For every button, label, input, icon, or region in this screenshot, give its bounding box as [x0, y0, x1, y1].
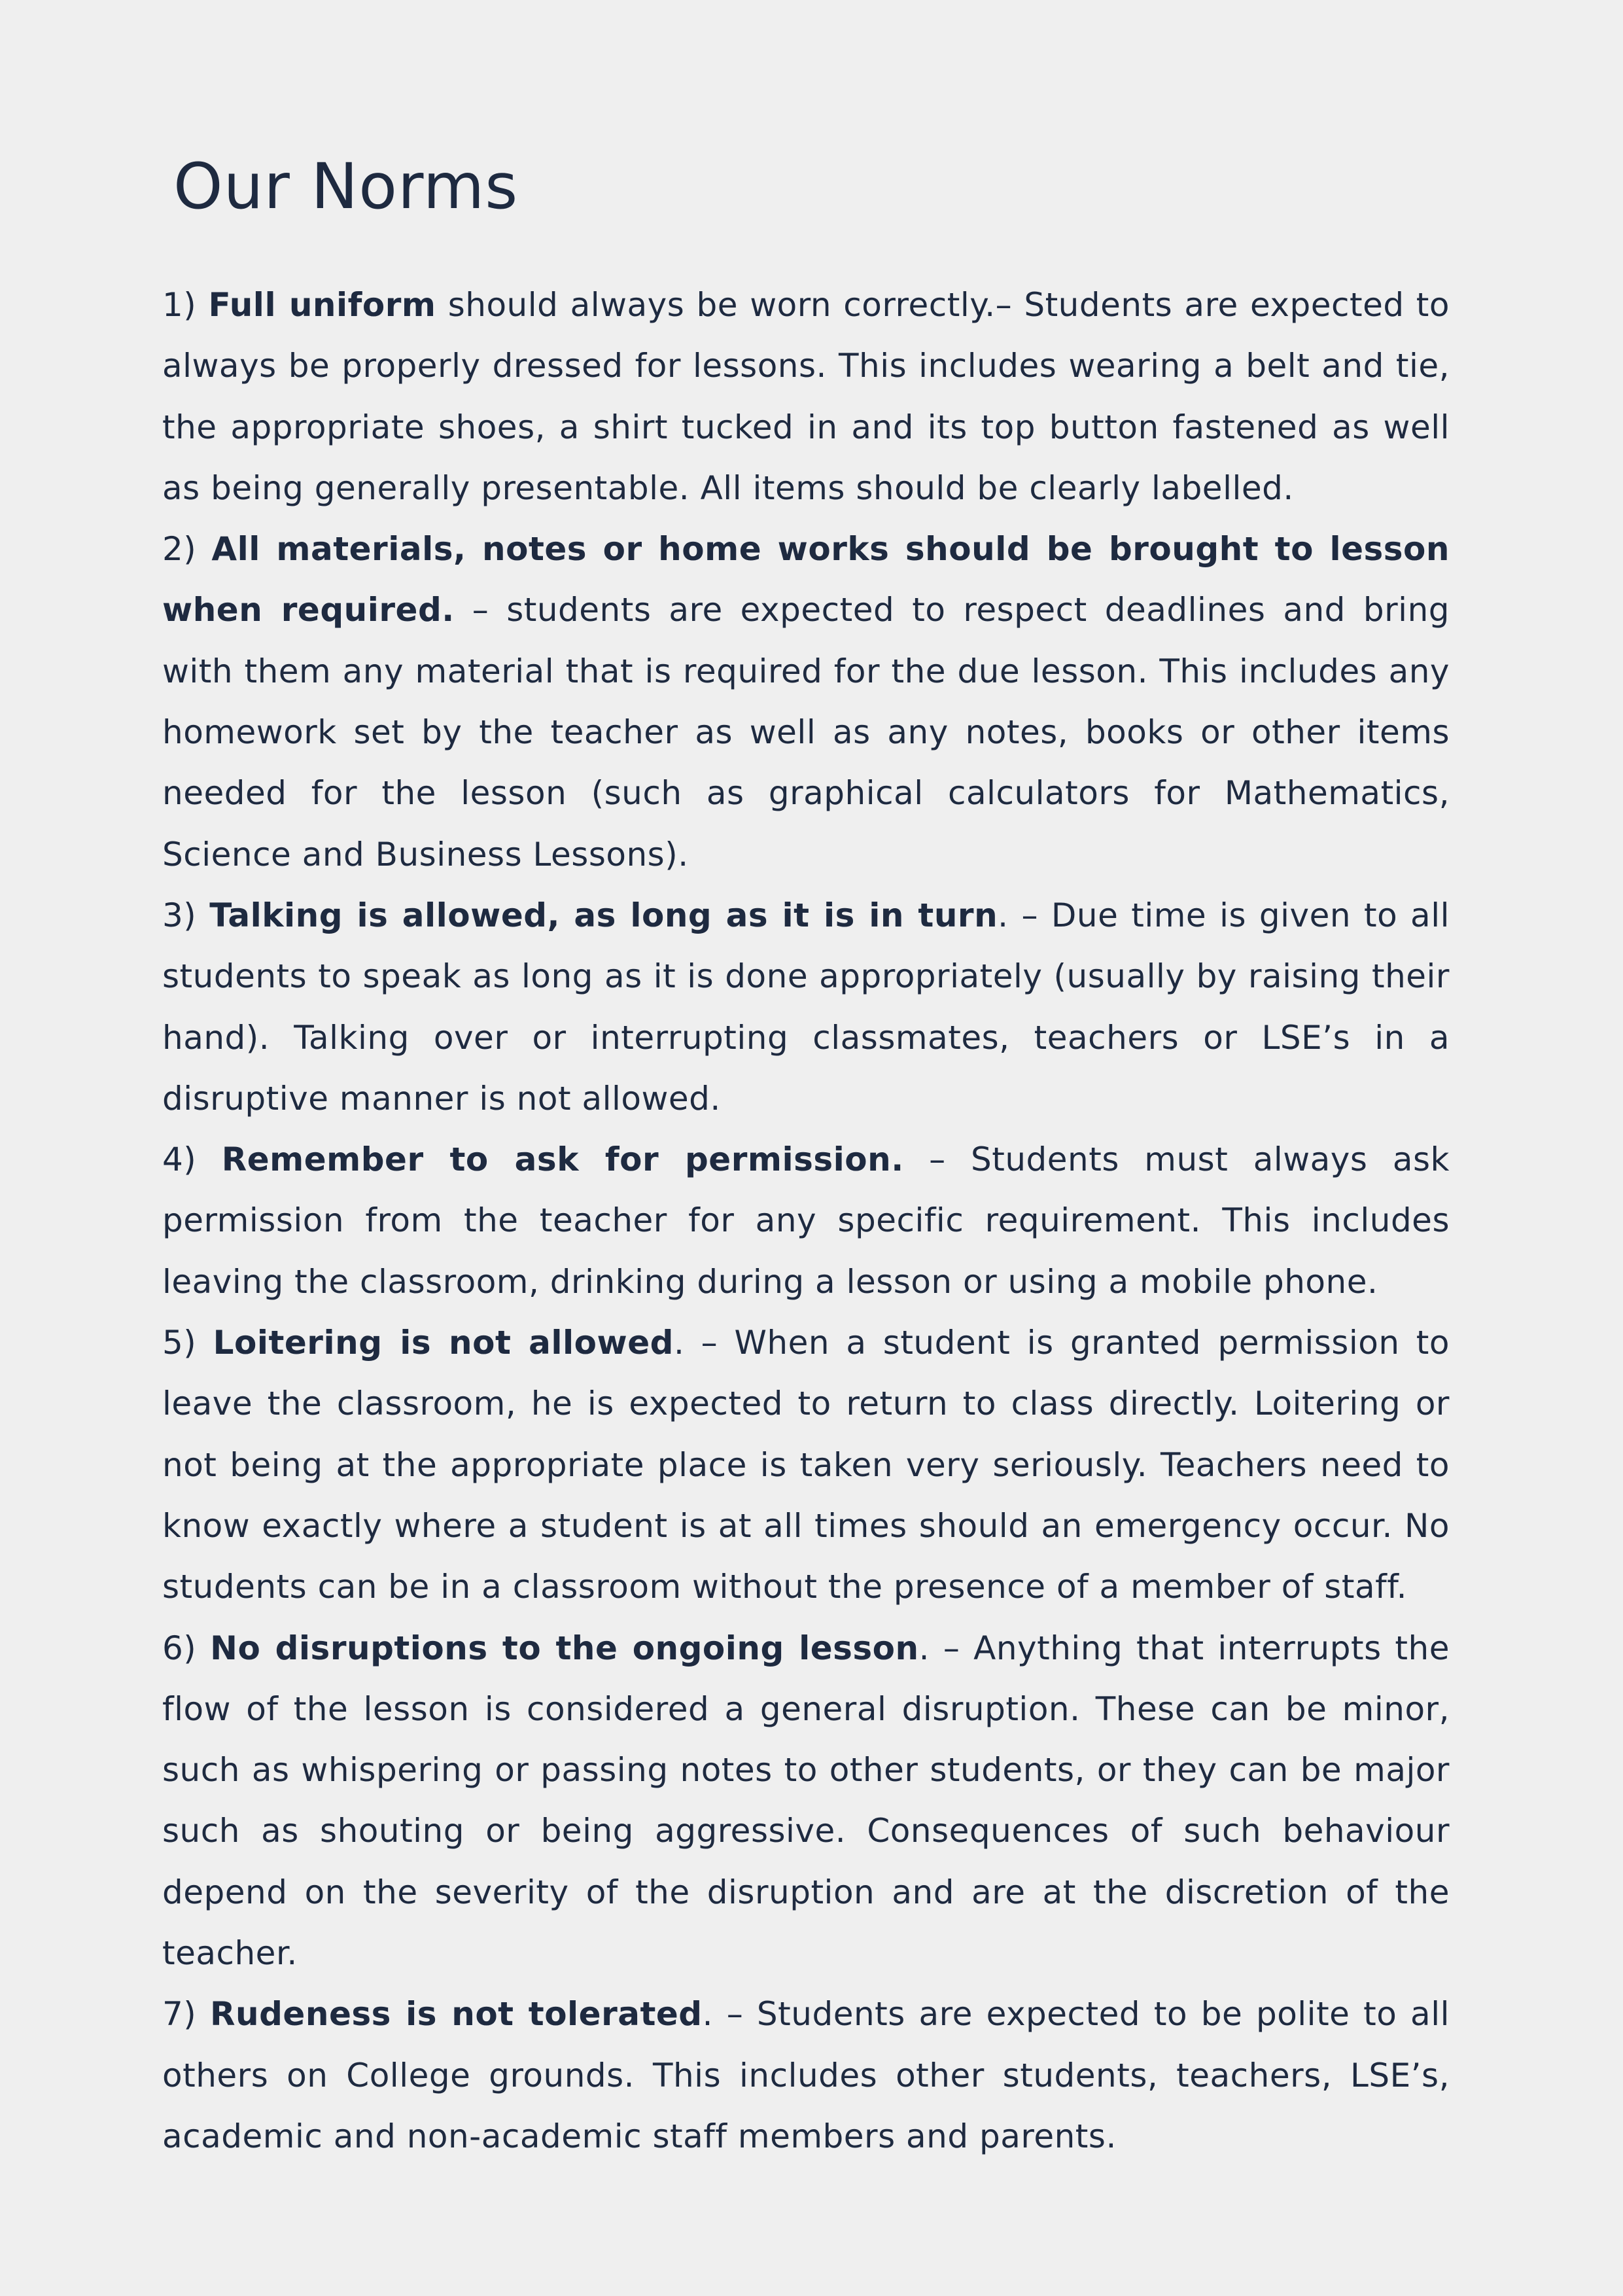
norm-body: students are expected to respect deadlines and bring with them any material that is required for the due lesson. This includes any homework set by the teacher as well as any notes, books or other items needed for the lesson (such as graphical calculators for Mathematics, Science and Business Lessons). [162, 591, 1450, 874]
norm-separator: – [684, 1324, 735, 1362]
norm-item-6 [162, 1618, 1450, 1985]
norm-heading: Talking is allowed, as long as it is in turn [209, 896, 998, 934]
norm-heading: Loitering is not allowed [213, 1324, 674, 1362]
norm-heading: No disruptions to the ongoing lesson [210, 1629, 919, 1667]
norm-separator: – [713, 1995, 757, 2034]
norm-number: 3) [162, 896, 197, 934]
norm-separator: – [995, 286, 1024, 324]
norm-heading: Rudeness is not tolerated [210, 1995, 703, 2034]
norm-separator: – [903, 1140, 971, 1179]
norm-heading: Remember to ask for permission. [221, 1140, 904, 1179]
norm-number: 4) [162, 1140, 197, 1179]
norm-number: 2) [162, 530, 197, 569]
norm-separator: – [1008, 896, 1051, 934]
norm-heading-suffix: . [998, 896, 1009, 934]
norm-item-1 [162, 275, 1450, 519]
norm-number: 5) [162, 1324, 197, 1362]
norm-heading-suffix: . [918, 1629, 930, 1667]
norm-heading: All materials, notes or home works should be brought to lesson when required. [162, 530, 1450, 629]
norm-body: Due time is given to all students to speak as long as it is done appropriately (usually by raising their hand). Talking over or interrupting classmates, teachers or LSE’s in a disruptive manner is not allowed. [162, 896, 1450, 1118]
norm-heading: Full uniform [208, 286, 436, 324]
norm-body: When a student is granted permission to leave the classroom, he is expected to return to class directly. Loitering or not being at the appropriate place is taken very seriously. Teachers need to know exactly where a student is at all times should an emergency occur. No students can be in a classroom without the presence of a member of staff. [162, 1324, 1450, 1606]
norm-number: 7) [162, 1995, 197, 2034]
norm-body: Students are expected to be polite to all others on College grounds. This includes other students, teachers, LSE’s, academic and non-academic staff members and parents. [162, 1995, 1450, 2155]
norm-heading-suffix: . [702, 1995, 713, 2034]
norm-separator: – [454, 591, 507, 629]
norm-body: Students must always ask permission from the teacher for any specific requirement. This includes leaving the classroom, drinking during a lesson or using a mobile phone. [162, 1140, 1450, 1301]
norm-item-7 [162, 1984, 1450, 2167]
norm-body: Anything that interrupts the flow of the lesson is considered a general disruption. These can be minor, such as whispering or passing notes to other students, or they can be major such as shouting or being aggressive. Consequences of such behaviour depend on the severity of the disruption and are at the discretion of the teacher. [162, 1629, 1450, 1973]
norm-heading-suffix: . [673, 1324, 685, 1362]
norm-number: 6) [162, 1629, 197, 1667]
norm-heading-suffix: should always be worn correctly. [436, 286, 996, 324]
norm-item-4 [162, 1129, 1450, 1313]
norm-separator: – [930, 1629, 974, 1667]
norm-number: 1) [162, 286, 197, 324]
page-title: Our Norms [173, 150, 519, 223]
norm-item-2 [162, 519, 1450, 885]
norm-item-5 [162, 1313, 1450, 1617]
norm-item-3 [162, 885, 1450, 1129]
norms-list [162, 275, 1450, 2167]
norm-body: Students are expected to always be properly dressed for lessons. This includes wearing a belt and tie, the appropriate shoes, a shirt tucked in and its top button fastened as well as being generally presentable. All items should be clearly labelled. [162, 286, 1450, 507]
